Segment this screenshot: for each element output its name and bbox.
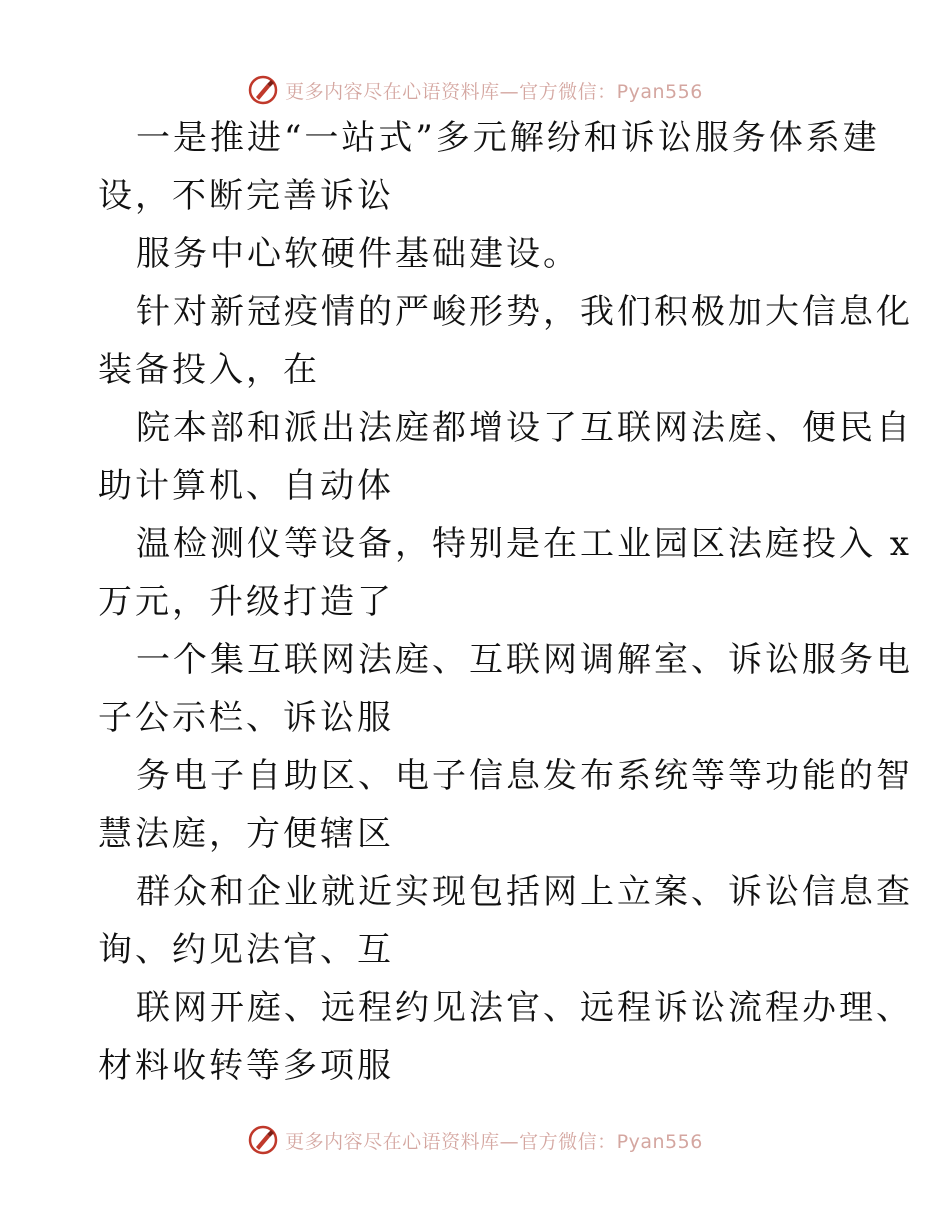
watermark-text: 更多内容尽在心语资料库—官方微信：Pyan556 <box>285 1130 703 1153</box>
text-line: 针对新冠疫情的严峻形势，我们积极加大信息化 <box>136 292 913 332</box>
text-line: 群众和企业就近实现包括网上立案、诉讼信息查 <box>136 872 913 912</box>
text-line: 助计算机、自动体 <box>98 466 394 506</box>
text-line: 万元，升级打造了 <box>98 582 394 622</box>
text-line: 联网开庭、远程约见法官、远程诉讼流程办理、 <box>136 988 913 1028</box>
text-line: 慧法庭，方便辖区 <box>98 814 394 854</box>
text-line: 装备投入，在 <box>98 350 320 390</box>
pen-circle-logo-icon <box>247 1124 279 1156</box>
text-line: 询、约见法官、互 <box>98 930 394 970</box>
footer-watermark <box>0 1122 950 1158</box>
text-line: 院本部和派出法庭都增设了互联网法庭、便民自 <box>136 408 913 448</box>
header-watermark <box>0 72 950 108</box>
text-line: 子公示栏、诉讼服 <box>98 698 394 738</box>
text-line: 服务中心软硬件基础建设。 <box>136 234 580 274</box>
text-line: 一个集互联网法庭、互联网调解室、诉讼服务电 <box>136 640 913 680</box>
text-line: 材料收转等多项服 <box>98 1046 394 1086</box>
text-line: 一是推进“一站式”多元解纷和诉讼服务体系建 <box>136 118 880 158</box>
text-line: 设，不断完善诉讼 <box>98 176 394 216</box>
text-line: 温检测仪等设备，特别是在工业园区法庭投入 x <box>136 524 912 564</box>
text-line: 务电子自助区、电子信息发布系统等等功能的智 <box>136 756 913 796</box>
pen-circle-logo-icon <box>247 74 279 106</box>
watermark-text: 更多内容尽在心语资料库—官方微信：Pyan556 <box>285 80 703 103</box>
